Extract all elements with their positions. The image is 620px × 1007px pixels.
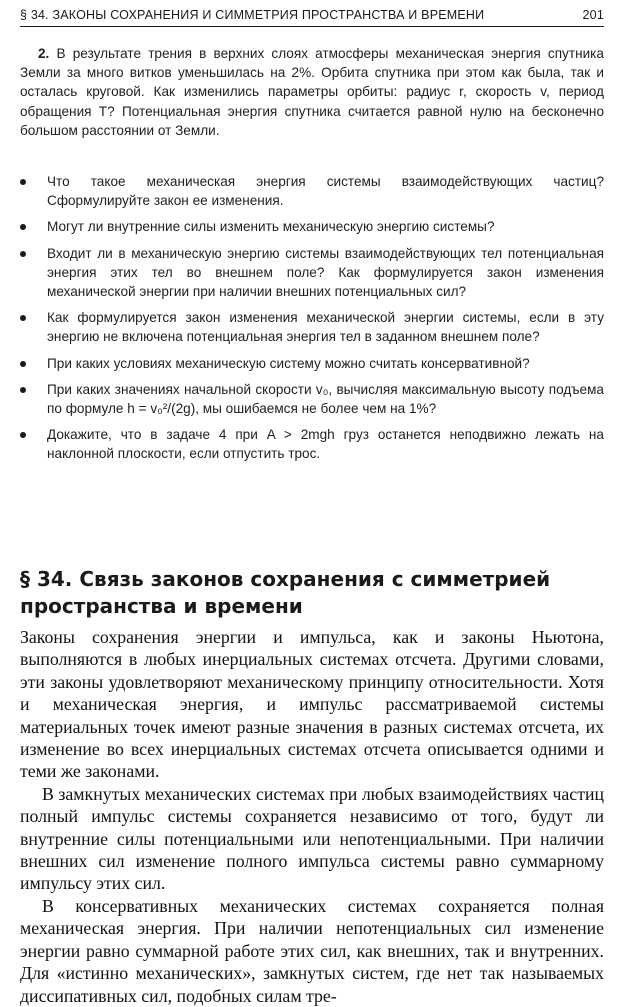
problem-text: В результате трения в верхних слоях атмосферы механическая энергия спутника Земли за много витков уменьшилась на 2%. Орбита спутника при этом как была, так и осталась круговой. Как изменились параметры орбиты: радиус r, скорость v, период обращения T? Потенциальная энергия спутника считается равной нулю на бесконечно большом расстоянии от Земли. bbox=[20, 46, 604, 138]
list-item bbox=[20, 217, 604, 236]
section-body bbox=[20, 626, 604, 1007]
list-item bbox=[20, 380, 604, 418]
list-item bbox=[20, 425, 604, 463]
question-text: Входит ли в механическую энергию системы взаимодействующих тел потенциальная энергия этих тел во внешнем поле? Как формулируется закон изменения механической энергии при наличии внешних потенциальных сил? bbox=[47, 245, 604, 300]
bullet-icon bbox=[20, 361, 26, 367]
list-item bbox=[20, 354, 604, 373]
question-text: Могут ли внутренние силы изменить механическую энергию системы? bbox=[47, 219, 495, 235]
question-text: При каких значениях начальной скорости v₀, вычисляя максимальную высоту подъема по формуле h = v₀²/(2g), мы ошибаемся не более чем на 1%? bbox=[47, 381, 604, 417]
question-text: Докажите, что в задаче 4 при A > 2mgh груз останется неподвижно лежать на наклонной плоскости, если отпустить трос. bbox=[47, 427, 604, 462]
running-head bbox=[20, 8, 604, 27]
paragraph: Законы сохранения энергии и импульса, как и законы Ньютона, выполняются в любых инерциальных системах отсчета. Другими словами, эти законы удовлетворяют механическому принципу относительности. Хотя и механическая энергия, и импульс рассматриваемой системы материальных точек имеют разные значения в разных системах отсчета, их изменение во всех инерциальных системах отсчета описывается одними и теми же законами. bbox=[20, 627, 604, 782]
bullet-icon bbox=[20, 432, 26, 438]
bullet-icon bbox=[20, 224, 26, 230]
review-questions-list bbox=[20, 172, 604, 471]
paragraph: В замкнутых механических системах при любых взаимодействиях частиц полный импульс системы сохраняется независимо от того, будут ли внутренние силы потенциальными или непотенциальными. При наличии внешних сил изменение полного импульса системы равно суммарному импульсу этих сил. bbox=[20, 783, 604, 894]
question-text: Как формулируется закон изменения механической энергии системы, если в эту энергию не включена потенциальная энергия тел в заданном внешнем поле? bbox=[47, 310, 604, 345]
problem-number: 2. bbox=[38, 46, 50, 61]
bullet-icon bbox=[20, 179, 26, 185]
paragraph: В консервативных механических системах сохраняется полная механическая энергия. При наличии непотенциальных сил изменение энергии равно суммарной работе этих сил, как внешних, так и внутренних. Для «истинно механических», замкнутых систем, где нет так называемых диссипативных сил, подобных силам тре- bbox=[20, 895, 604, 1006]
section-title: § 34. Связь законов сохранения с симметрией пространства и времени bbox=[20, 567, 551, 618]
bullet-icon bbox=[20, 251, 26, 257]
page-number: 201 bbox=[582, 8, 604, 22]
list-item bbox=[20, 308, 604, 346]
question-text: Что такое механическая энергия системы взаимодействующих частиц? Сформулируйте закон ее изменения. bbox=[47, 174, 604, 209]
running-head-title: § 34. ЗАКОНЫ СОХРАНЕНИЯ И СИММЕТРИЯ ПРОСТРАНСТВА И ВРЕМЕНИ bbox=[20, 8, 485, 22]
bullet-icon bbox=[20, 315, 26, 321]
problem-2 bbox=[20, 44, 604, 140]
list-item bbox=[20, 172, 604, 210]
list-item bbox=[20, 244, 604, 302]
question-text: При каких условиях механическую систему можно считать консервативной? bbox=[47, 355, 530, 371]
bullet-icon bbox=[20, 387, 26, 393]
